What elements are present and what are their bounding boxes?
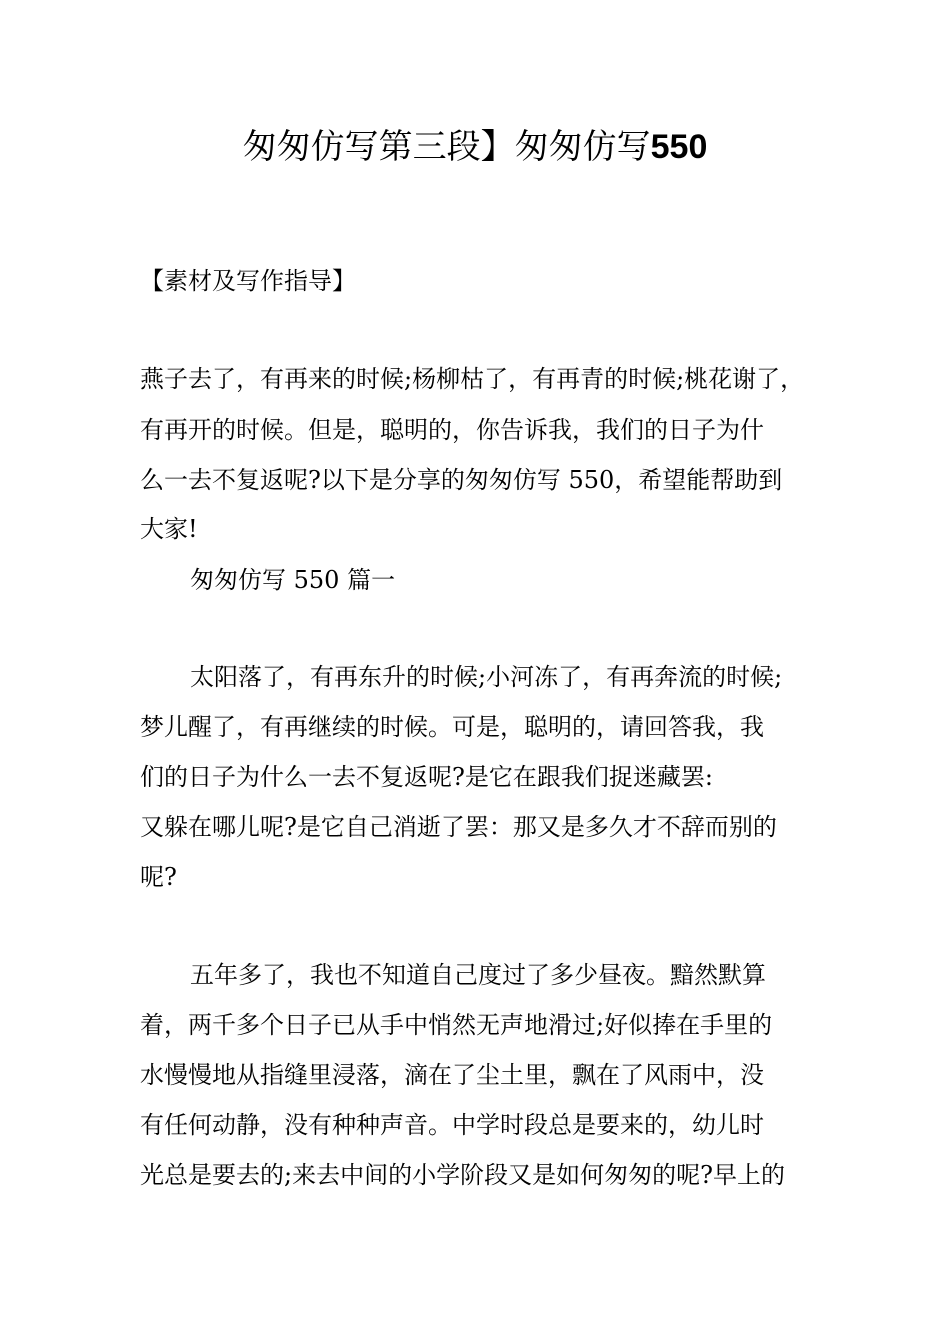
paragraph-line: 水慢慢地从指缝里浸落，滴在了尘土里，飘在了风雨中，没 (140, 1061, 764, 1089)
paragraph-line: 梦儿醒了，有再继续的时候。可是，聪明的，请回答我，我 (140, 713, 764, 741)
paragraph-line: 们的日子为什么一去不复返呢?是它在跟我们捉迷藏罢: (140, 763, 713, 791)
paragraph-line: 有任何动静，没有种种声音。中学时段总是要来的，幼儿时 (140, 1111, 764, 1139)
part-heading: 匆匆仿写 550 篇一 (190, 566, 396, 594)
paragraph-line: 又躲在哪儿呢?是它自己消逝了罢：那又是多久才不辞而别的 (140, 813, 777, 841)
paragraph-line: 光总是要去的;来去中间的小学阶段又是如何匆匆的呢?早上的 (140, 1161, 785, 1189)
paragraph-line: 太阳落了，有再东升的时候;小河冻了，有再奔流的时候; (190, 663, 783, 691)
page-title (0, 122, 950, 172)
intro-line: 大家! (140, 515, 198, 543)
paragraph-line: 呢? (140, 863, 177, 891)
section-heading: 【素材及写作指导】 (140, 267, 356, 295)
paragraph-line: 五年多了，我也不知道自己度过了多少昼夜。黯然默算 (190, 961, 766, 989)
intro-line: 么一去不复返呢?以下是分享的匆匆仿写 550，希望能帮助到 (140, 466, 783, 494)
title-text: 匆匆仿写第三段】匆匆仿写 (242, 127, 651, 167)
paragraph-line: 着，两千多个日子已从手中悄然无声地滑过;好似捧在手里的 (140, 1011, 773, 1039)
intro-line: 燕子去了，有再来的时候;杨柳枯了，有再青的时候;桃花谢了， (140, 365, 805, 393)
title-number: 550 (650, 128, 708, 166)
intro-line: 有再开的时候。但是，聪明的，你告诉我，我们的日子为什 (140, 416, 764, 444)
